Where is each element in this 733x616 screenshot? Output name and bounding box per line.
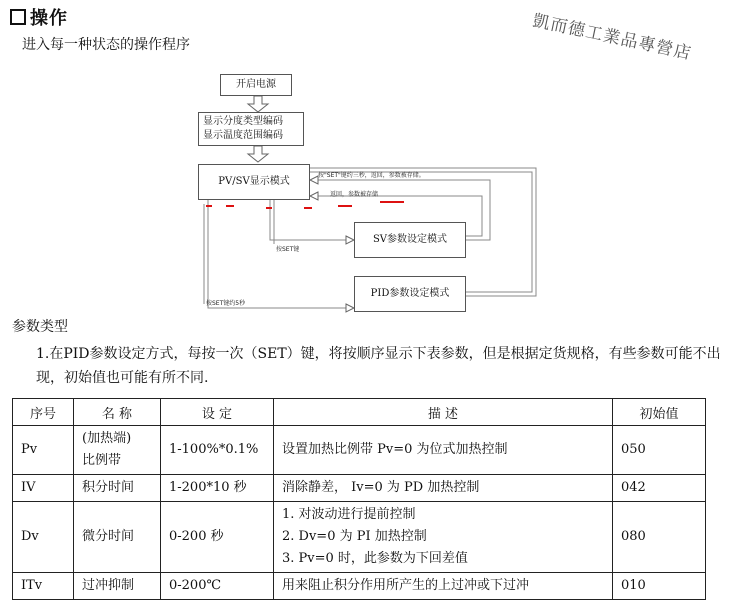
header-code: 序号 — [13, 399, 74, 426]
subheading: 进入每一种状态的操作程序 — [22, 37, 190, 53]
section-title: 参数类型 — [12, 319, 68, 335]
cell-description: 设置加热比例带 Pv=0 为位式加热控制 — [274, 426, 613, 475]
cell-initial: 050 — [613, 426, 706, 475]
power-on-box: 开启电源 — [220, 74, 292, 96]
cell-setting: 1-200*10 秒 — [161, 475, 274, 502]
table-row — [13, 475, 706, 502]
cell-description: 用来阻止积分作用所产生的上过冲或下过冲 — [274, 573, 613, 600]
pid-mode-box: PID参数设定模式 — [354, 276, 466, 312]
cell-setting: 1-100%*0.1% — [161, 426, 274, 475]
cell-name: (加热端) 比例带 — [74, 426, 161, 475]
cell-code: IV — [13, 475, 74, 502]
header-setting: 设 定 — [161, 399, 274, 426]
sv-mode-box: SV参数设定模式 — [354, 222, 466, 258]
parameter-table — [12, 398, 706, 600]
table-row — [13, 426, 706, 475]
cell-setting: 0-200 秒 — [161, 502, 274, 573]
note-return2-label: 返回，参数被存储 — [330, 191, 379, 198]
cell-name: 积分时间 — [74, 475, 161, 502]
cell-setting: 0-200℃ — [161, 573, 274, 600]
cell-initial: 010 — [613, 573, 706, 600]
cell-initial: 080 — [613, 502, 706, 573]
cell-description: 消除静差， Iv=0 为 PD 加热控制 — [274, 475, 613, 502]
header-name: 名 称 — [74, 399, 161, 426]
table-row — [13, 502, 706, 573]
header-initial: 初始值 — [613, 399, 706, 426]
shop-watermark: 凱而德工業品專營店 — [530, 10, 694, 65]
note-return-label: 按"SET"键约三秒，返回，参数被存储。 — [318, 172, 425, 179]
table-row — [13, 573, 706, 600]
cell-code: Dv — [13, 502, 74, 573]
cell-initial: 042 — [613, 475, 706, 502]
display-code-line: 显示温度范围编码 — [203, 130, 283, 141]
press-set-5s-label: 按SET键约5秒 — [206, 300, 246, 307]
display-codes-box — [198, 112, 304, 146]
pv-sv-mode-box: PV/SV显示模式 — [198, 164, 310, 200]
cell-name: 微分时间 — [74, 502, 161, 573]
header-description: 描 述 — [274, 399, 613, 426]
press-set-label: 按SET键 — [276, 246, 300, 253]
cell-code: Pv — [13, 426, 74, 475]
display-code-line: 显示分度类型编码 — [203, 116, 283, 127]
table-header-row — [13, 399, 706, 426]
description-paragraph: 1.在PID参数设定方式，每按一次（SET）键，将按顺序显示下表参数，但是根据定货规格，有些参数可能不出现，初始值也可能有所不同. — [36, 346, 721, 386]
heading-text: 操作 — [30, 8, 68, 29]
cell-name: 过冲抑制 — [74, 573, 161, 600]
cell-description: 1. 对波动进行提前控制 2. Dv=0 为 PI 加热控制 3. Pv=0 时，此参数为下回差值 — [274, 502, 613, 573]
cell-code: ITv — [13, 573, 74, 600]
